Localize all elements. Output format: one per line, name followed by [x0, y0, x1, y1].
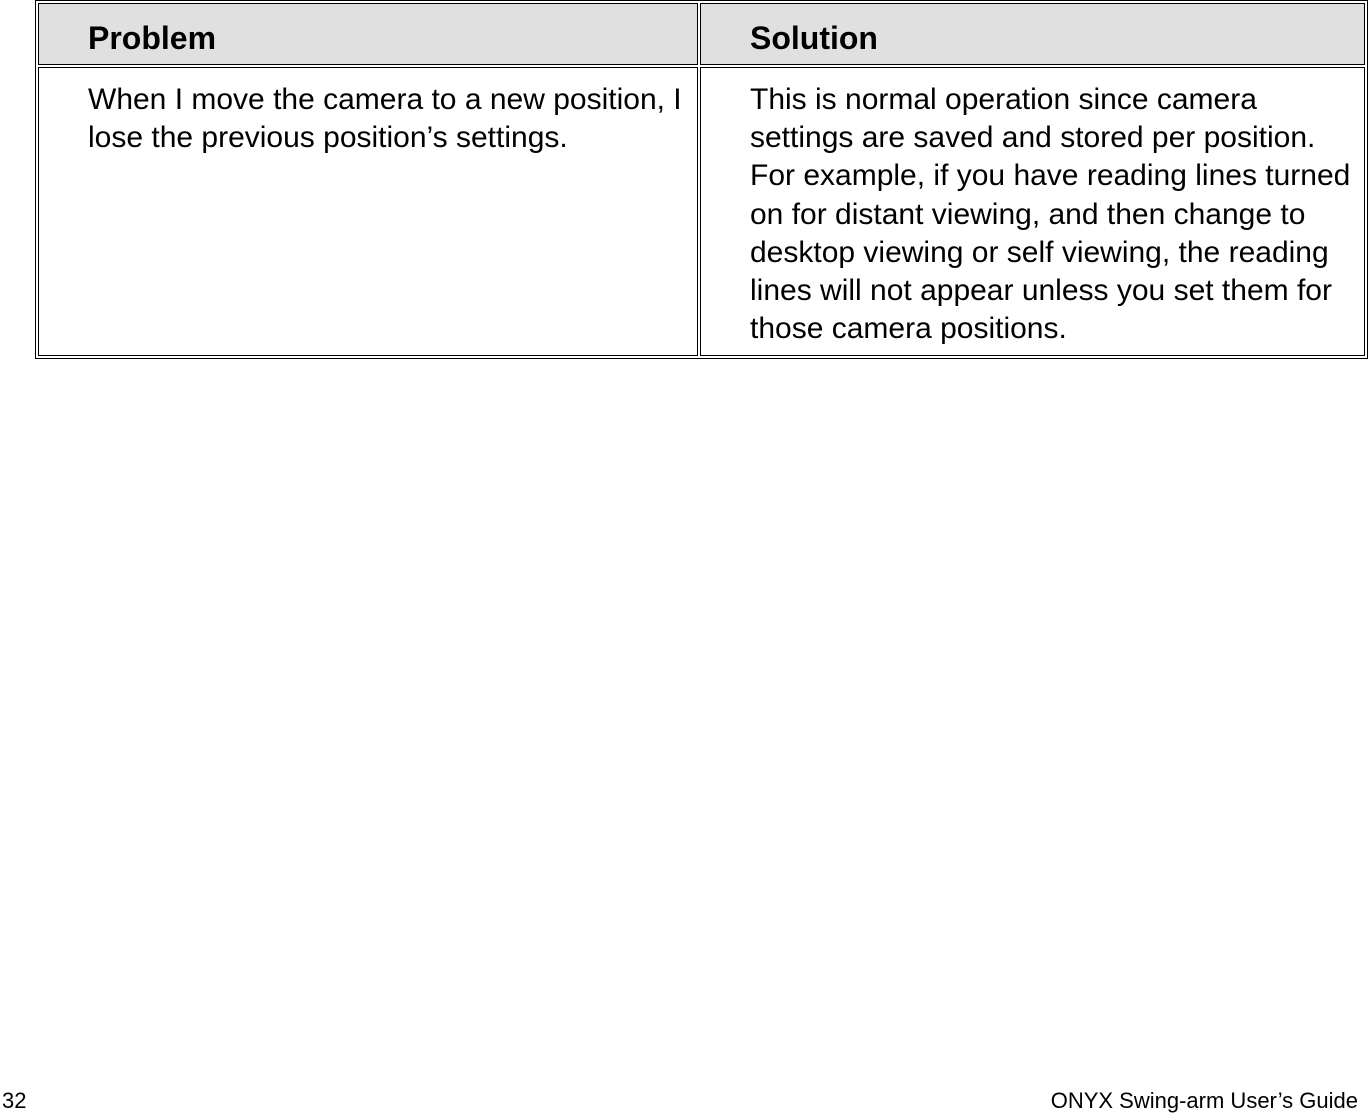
table-row: [38, 67, 1365, 356]
table-header-row: [38, 3, 1365, 65]
troubleshooting-table: [35, 0, 1368, 359]
problem-column-header: Problem: [38, 3, 698, 65]
guide-title: ONYX Swing-arm User’s Guide: [1050, 1088, 1358, 1113]
solution-column-header: Solution: [700, 3, 1365, 65]
problem-cell: When I move the camera to a new position, I lose the previous position’s settings.: [38, 67, 698, 356]
page-number: 32: [2, 1088, 27, 1113]
solution-cell: This is normal operation since camera settings are saved and stored per position. For example, if you have reading lines turned on for distant viewing, and then change to desktop viewing or self viewing, the reading lines will not appear unless you set them for those camera positions.: [700, 67, 1365, 356]
